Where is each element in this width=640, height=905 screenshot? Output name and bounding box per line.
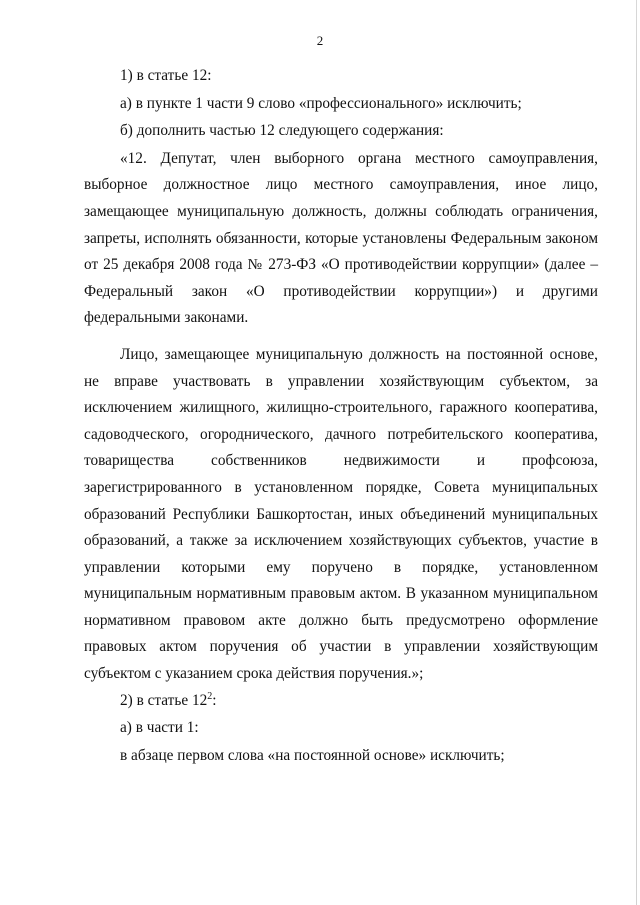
item-2a-text: в абзаце первом слова «на постоянной основе» исключить; (120, 746, 505, 764)
item-1a: а) в пункте 1 части 9 слово «профессионального» исключить; (120, 94, 522, 112)
item-1: 1) в статье 12: (120, 67, 212, 84)
item-2-text: 2) в статье 12 (120, 691, 208, 709)
page-edge (636, 0, 637, 905)
page-number: 2 (316, 33, 324, 48)
item-2-superscript: 2 (207, 690, 213, 702)
item-2-colon: : (212, 691, 217, 709)
document-body (84, 63, 598, 769)
item-2a: а) в части 1: (120, 719, 199, 737)
item-2 (84, 688, 598, 715)
paragraph-municipal-person: Лицо, замещающее муниципальную должность на постоянной основе, не вправе участвовать в управлении хозяйствующим субъектом, за исключением жилищного, жилищно-строительного, гаражного кооператива, садоводческого, огороднического, дачного потребительского кооператива, товарищества собственников недвижимости и профсоюза, зарегистрированного в установленном порядке, Совета муниципальных образований Республики Башкортостан, иных объединений муниципальных образований, а также за исключением хозяйствующих субъектов, участие в управлении которыми ему поручено в порядке, установленном муниципальным нормативным правовым актом. В указанном муниципальном нормативном правовом акте должно быть предусмотрено оформление правовых актом поручения об участии в управлении хозяйствующим субъектом с указанием срока действия поручения.»; (84, 345, 598, 683)
paragraph-12: «12. Депутат, член выборного органа местного самоуправления, выборное должностное лицо местного самоуправления, иное лицо, замещающее муниципальную должность, должны соблюдать ограничения, запреты, исполнять обязанности, которые установлены Федеральным законом от 25 декабря 2008 года № 273-ФЗ «О противодействии коррупции» (далее – Федеральный закон «О противодействии коррупции») и другими федеральными законами. (84, 149, 598, 327)
item-1b: б) дополнить частью 12 следующего содержания: (120, 122, 444, 140)
